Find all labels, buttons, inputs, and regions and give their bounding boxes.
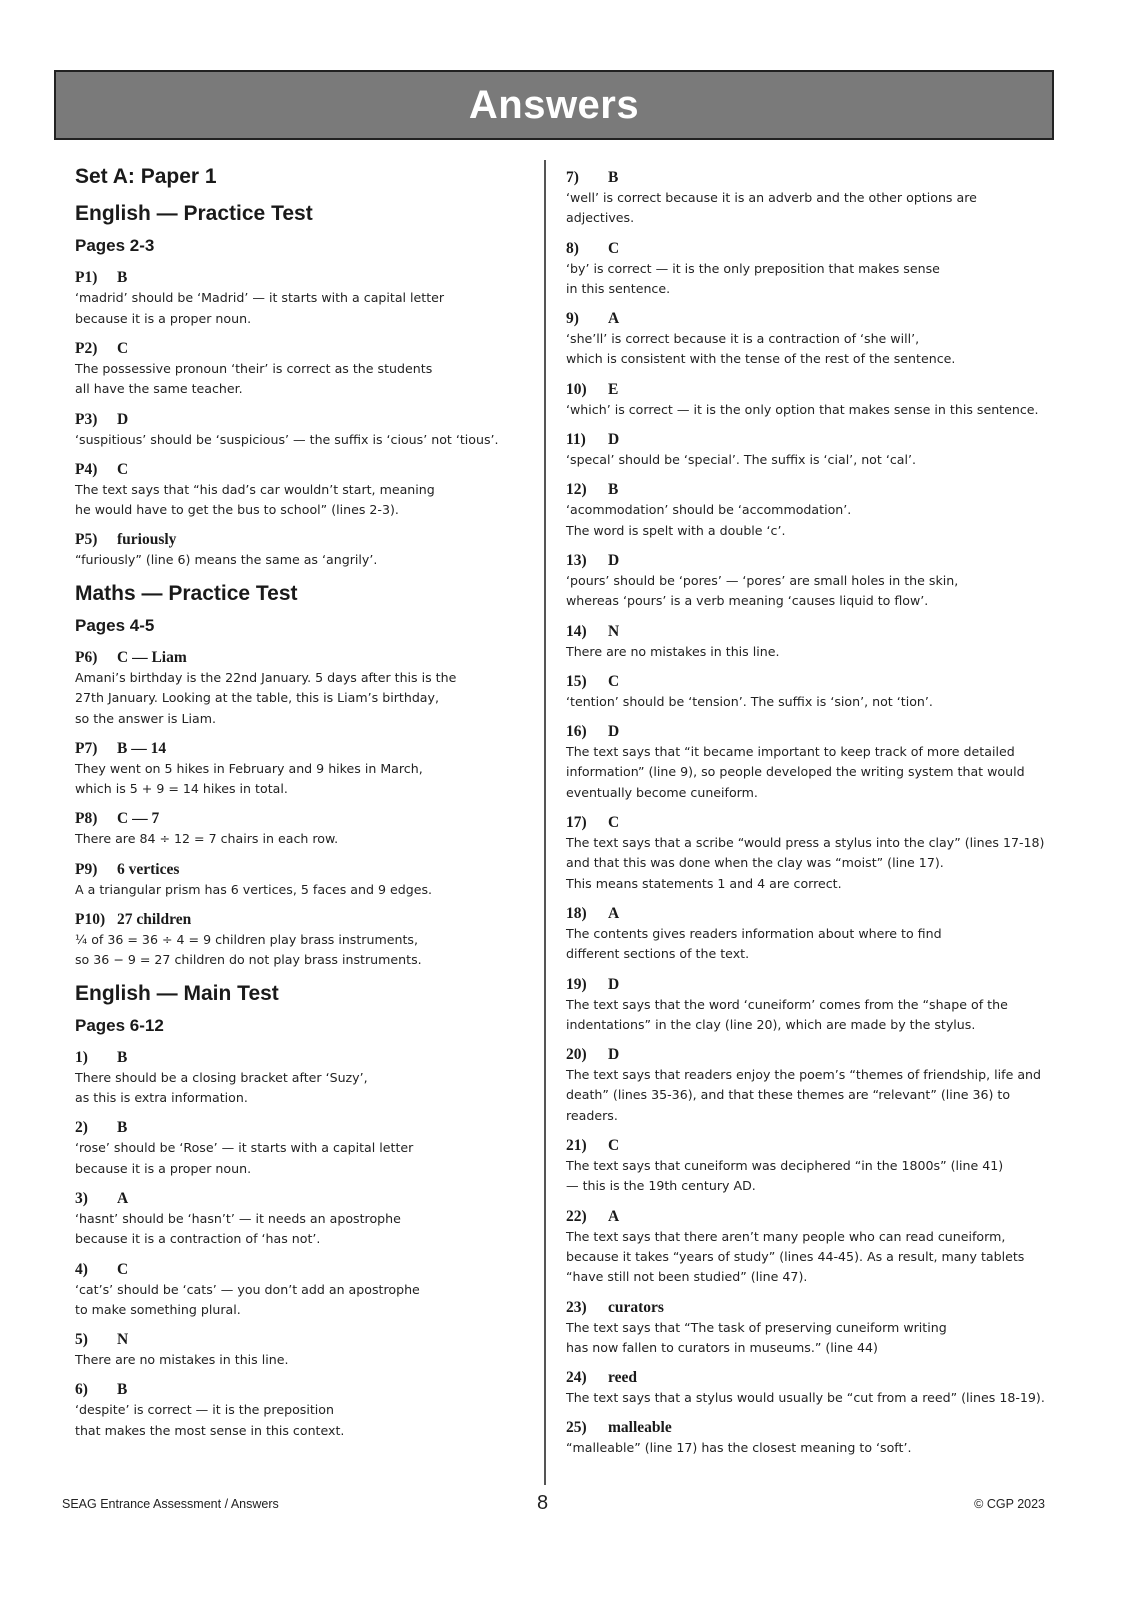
answer-header [75,530,515,550]
answer-value: reed [608,1369,637,1387]
answer-header [566,1207,1046,1227]
answer-value: B [117,1119,128,1137]
answer-value: C [608,672,620,690]
answer-item [566,622,1046,662]
answer-explanation: There are no mistakes in this line. [566,643,780,659]
answer-header [566,1418,1046,1438]
answer-item [75,809,515,849]
answer-value: B [117,269,128,287]
question-number: 16) [566,723,587,741]
question-number: P2) [75,339,98,357]
answer-explanation: Amani’s birthday is the 22nd January. 5 days after this is the 27th January. Looking at the table, this is Liam’s birthday, so the answer is Liam. [75,669,457,726]
answer-header [566,430,1046,450]
question-number: P7) [75,739,98,757]
answer-explanation: The possessive pronoun ‘their’ is correct as the students all have the same teacher. [75,360,433,397]
answer-explanation: The text says that a scribe “would press a stylus into the clay” (lines 17-18) and that this was done when the clay was “moist” (line 17). This means statements 1 and 4 are correct. [566,835,1045,891]
question-number: 22) [566,1207,587,1225]
question-number: 19) [566,975,587,993]
answer-item [566,380,1046,420]
answer-value: A [608,904,620,922]
answer-value: B [608,169,619,186]
answer-explanation: The text says that cuneiform was deciphered “in the 1800s” (line 41) — this is the 19th century AD. [566,1158,1004,1194]
answer-value: C [117,460,129,478]
answer-value: curators [608,1298,664,1316]
answer-explanation: ‘tention’ should be ‘tension’. The suffix is ‘sion’, not ‘tion’. [566,693,933,709]
question-number: 17) [566,814,587,832]
answer-item [566,1368,1046,1408]
answer-value: E [608,380,619,398]
answer-item [75,860,515,900]
right-column [566,168,1046,1469]
answer-item [75,1380,515,1441]
answer-value: 6 vertices [117,860,180,878]
answer-item [566,904,1046,965]
answer-value: B [117,1048,128,1066]
answer-value: D [608,975,620,993]
question-number: P6) [75,648,98,666]
answer-explanation: The text says that “The task of preserving cuneiform writing has now fallen to curators in museums.” (line 44) [566,1319,947,1355]
question-number: 18) [566,904,587,922]
answer-item [566,1298,1046,1359]
answer-value: C [608,1137,620,1155]
answer-item [566,430,1046,470]
answer-header [75,860,515,880]
answer-header [566,551,1046,571]
answer-item [75,1260,515,1321]
answer-explanation: ‘which’ is correct — it is the only option that makes sense in this sentence. [566,401,1039,417]
question-number: 14) [566,622,587,640]
answer-explanation: ‘specal’ should be ‘special’. The suffix is ‘cial’, not ‘cal’. [566,452,916,468]
answer-item [75,648,515,729]
section-title: English — Main Test [75,981,279,1005]
answer-item [75,1330,515,1370]
question-number: P3) [75,410,98,428]
question-number: 12) [566,481,587,499]
answer-explanation: ‘well’ is correct because it is an adverb and the other options are adjectives. [566,190,977,226]
question-number: 21) [566,1137,587,1155]
answer-item [75,1048,515,1109]
answer-value: C [117,1260,129,1278]
question-number: 8) [566,239,579,257]
answer-item [566,239,1046,300]
answer-header [566,722,1046,742]
answer-value: A [608,310,620,328]
question-number: P10) [75,911,106,929]
question-number: P9) [75,860,98,878]
answer-explanation: “furiously” (line 6) means the same as ‘angrily’. [75,552,378,568]
answer-header [566,1368,1046,1388]
answer-value: furiously [117,531,177,549]
answer-value: D [608,551,620,569]
answer-header [75,1330,515,1350]
answer-header [75,739,515,759]
answer-item [566,975,1046,1036]
page-number: 8 [537,1492,549,1514]
answer-header [75,1260,515,1280]
answer-value: N [117,1331,129,1349]
answer-value: 27 children [117,911,192,929]
question-number: 1) [75,1048,88,1066]
answer-value: malleable [608,1419,672,1437]
answer-header [75,410,515,430]
left-column [75,164,515,1451]
question-number: 25) [566,1419,587,1437]
answer-value: D [608,431,620,449]
answer-explanation: ‘by’ is correct — it is the only preposition that makes sense in this sentence. [566,260,940,296]
answer-value: C — 7 [117,810,160,828]
answer-item [566,722,1046,803]
answer-item [75,1189,515,1250]
answer-explanation: There are 84 ÷ 12 = 7 chairs in each row. [75,831,339,847]
answers-banner [54,70,1054,140]
answer-header [75,460,515,480]
column-divider [544,160,546,1485]
question-number: 15) [566,672,587,690]
answer-item [566,1136,1046,1197]
answer-item [75,530,515,570]
answer-explanation: The text says that “his dad’s car wouldn’t start, meaning he would have to get the bus to school” (lines 2-3). [75,481,435,518]
answer-header [566,480,1046,500]
question-number: 10) [566,380,587,398]
answer-explanation: ¼ of 36 = 36 ÷ 4 = 9 children play brass instruments, so 36 − 9 = 27 children do not play brass instruments. [75,932,422,968]
section-title: English — Practice Test [75,202,313,226]
footer-publication: SEAG Entrance Assessment / Answers [62,1497,279,1511]
answer-explanation: ‘madrid’ should be ‘Madrid’ — it starts with a capital letter because it is a proper noun. [75,290,445,326]
answer-explanation: ‘despite’ is correct — it is the preposition that makes the most sense in this context. [75,1402,345,1438]
answer-explanation: ‘pours’ should be ‘pores’ — ‘pores’ are small holes in the skin, whereas ‘pours’ is a verb meaning ‘causes liquid to flow’. [566,572,959,609]
answer-item [75,339,515,400]
question-number: 5) [75,1331,88,1349]
answer-explanation: The contents gives readers information about where to find different sections of the text. [566,925,942,962]
question-number: 4) [75,1260,88,1278]
question-number: P1) [75,269,98,287]
answer-explanation: The text says that a stylus would usually be “cut from a reed” (lines 18-19). [566,1390,1045,1406]
answer-explanation: The text says that readers enjoy the poem’s “themes of friendship, life and death” (lines 35-36), and that these themes are “relevant” (line 36) to readers. [566,1067,1042,1123]
question-number: P4) [75,460,98,478]
answer-header [75,1118,515,1138]
answer-explanation: ‘rose’ should be ‘Rose’ — it starts with a capital letter because it is a proper noun. [75,1140,414,1176]
answer-value: D [608,1046,620,1064]
question-number: P8) [75,810,98,828]
pages-label: Pages 4-5 [75,615,155,635]
answer-item [566,1418,1046,1458]
answer-value: B [117,1381,128,1399]
section-title: Maths — Practice Test [75,581,298,605]
answer-item [566,1207,1046,1288]
question-number: 7) [566,169,579,186]
answer-explanation: A a triangular prism has 6 vertices, 5 faces and 9 edges. [75,881,433,897]
question-number: P5) [75,531,98,549]
answer-explanation: There should be a closing bracket after ‘Suzy’, as this is extra information. [75,1069,368,1106]
answer-item [566,1045,1046,1126]
answer-value: C [117,339,129,357]
answer-item [566,480,1046,541]
answer-value: C [608,239,620,257]
answer-header [566,1045,1046,1065]
answer-value: N [608,622,620,640]
answer-item [566,551,1046,612]
question-number: 2) [75,1119,88,1137]
answer-value: D [117,410,129,428]
answer-header [75,339,515,359]
answer-item [566,168,1046,229]
answer-explanation: They went on 5 hikes in February and 9 hikes in March, which is 5 + 9 = 14 hikes in total. [75,760,423,797]
set-title: Set A: Paper 1 [75,165,217,188]
answer-explanation: The text says that “it became important to keep track of more detailed information” (line 9), so people developed the writing system that would eventually become cuneiform. [566,744,1025,800]
answer-explanation: ‘acommodation’ should be ‘accommodation’. The word is spelt with a double ‘c’. [566,502,852,538]
answer-header [566,239,1046,259]
question-number: 6) [75,1381,88,1399]
answer-item [75,410,515,450]
question-number: 13) [566,551,587,569]
answer-header [566,168,1046,188]
answer-header [75,268,515,288]
answer-header [566,975,1046,995]
answer-item [566,672,1046,712]
answer-header [75,910,515,930]
question-number: 20) [566,1046,587,1064]
answer-value: C — Liam [117,648,187,666]
question-number: 23) [566,1298,587,1316]
answer-header [75,1048,515,1068]
answer-value: A [117,1189,129,1207]
answer-header [75,1189,515,1209]
question-number: 9) [566,310,579,328]
answer-header [75,809,515,829]
answer-explanation: The text says that there aren’t many people who can read cuneiform, because it takes “years of study” (lines 44-45). As a result, many tablets “have still not been studied” (line 47). [566,1228,1025,1285]
footer-copyright: © CGP 2023 [974,1497,1045,1511]
answer-header [566,309,1046,329]
answer-explanation: ‘cat’s’ should be ‘cats’ — you don’t add an apostrophe to make something plural. [75,1281,420,1317]
answer-header [566,622,1046,642]
answer-value: C [608,814,620,832]
question-number: 3) [75,1189,88,1207]
answer-item [75,910,515,971]
answer-value: D [608,723,620,741]
answer-header [566,1298,1046,1318]
answer-item [75,268,515,329]
pages-label: Pages 2-3 [75,236,155,256]
answer-explanation: ‘hasnt’ should be ‘hasn’t’ — it needs an apostrophe because it is a contraction of ‘has not’. [75,1210,401,1247]
answer-item [75,1118,515,1179]
answer-header [566,672,1046,692]
answer-value: B [608,481,619,499]
answer-header [75,1380,515,1400]
answer-value: A [608,1207,620,1225]
answer-item [566,309,1046,370]
question-number: 24) [566,1369,587,1387]
answer-header [75,648,515,668]
pages-label: Pages 6-12 [75,1015,164,1035]
answer-item [75,739,515,800]
answer-explanation: The text says that the word ‘cuneiform’ comes from the “shape of the indentations” in the clay (line 20), which are made by the stylus. [566,996,1008,1032]
answer-header [566,813,1046,833]
answer-header [566,380,1046,400]
question-number: 11) [566,431,586,449]
answer-item [75,460,515,521]
answer-item [566,813,1046,894]
answer-header [566,1136,1046,1156]
answer-header [566,904,1046,924]
answer-value: B — 14 [117,739,167,757]
page-title: Answers [468,82,640,127]
answer-explanation: “malleable” (line 17) has the closest meaning to ‘soft’. [566,1440,912,1456]
answer-explanation: ‘suspitious’ should be ‘suspicious’ — the suffix is ‘cious’ not ‘tious’. [75,431,499,447]
answer-explanation: There are no mistakes in this line. [75,1352,289,1368]
answer-explanation: ‘she’ll’ is correct because it is a contraction of ‘she will’, which is consistent with the tense of the rest of the sentence. [566,331,956,367]
